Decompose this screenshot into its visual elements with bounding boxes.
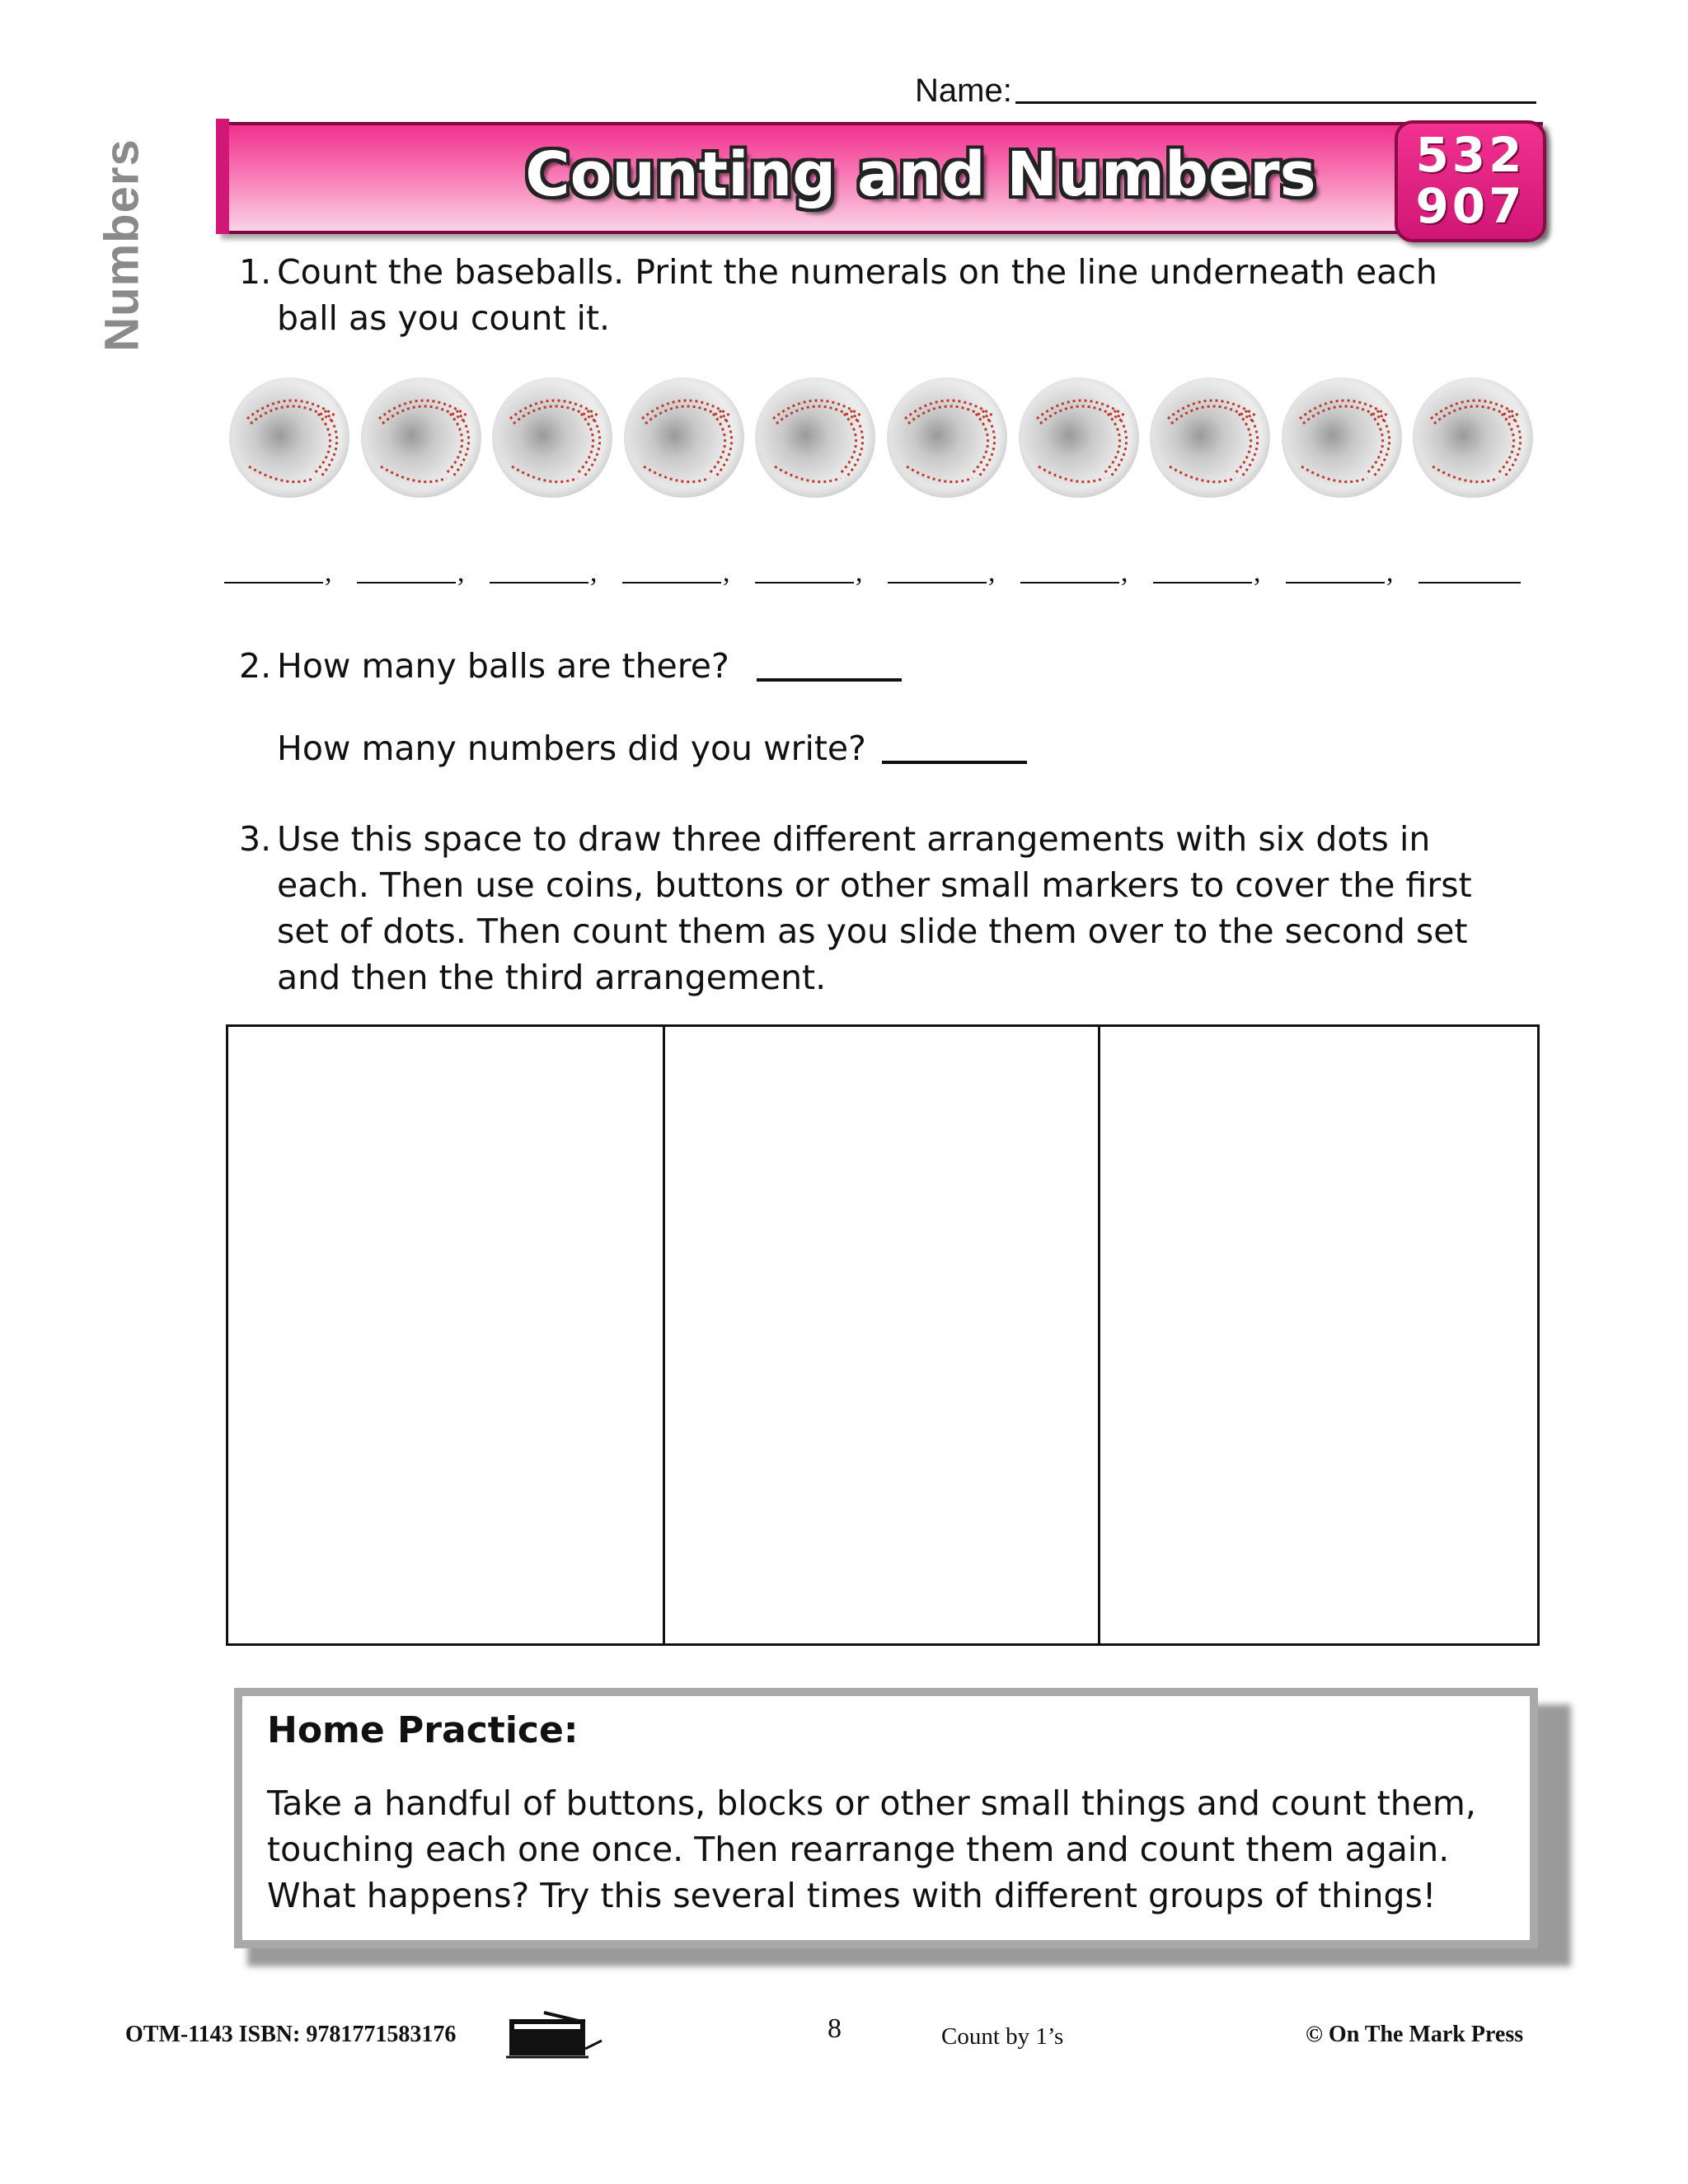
name-input-line[interactable] xyxy=(1015,101,1536,104)
baseball-icon xyxy=(229,377,349,498)
badge-bottom-digits: 907 xyxy=(1415,178,1526,234)
home-practice-line3: What happens? Try this several times with different groups of things! xyxy=(267,1876,1437,1915)
count-answer-line[interactable] xyxy=(755,582,854,583)
q3-text-line4: and then the third arrangement. xyxy=(277,958,827,997)
answer-separator-comma: , xyxy=(1254,557,1261,588)
q2-balls-answer-blank[interactable] xyxy=(757,678,902,682)
answer-separator-comma: , xyxy=(325,557,332,588)
photocopier-icon xyxy=(506,2008,605,2064)
q3-text-line1: Use this space to draw three different arrangements with six dots in xyxy=(277,819,1431,859)
home-practice-line2: touching each one once. Then rearrange them and count them again. xyxy=(267,1830,1450,1869)
q3-text-line2: each. Then use coins, buttons or other small markers to cover the first xyxy=(277,865,1472,905)
count-answer-line[interactable] xyxy=(1153,582,1252,583)
page-number: 8 xyxy=(828,2013,842,2044)
count-answer-line[interactable] xyxy=(1286,582,1385,583)
answer-separator-comma: , xyxy=(856,557,863,588)
page-title: Counting and Numbers xyxy=(525,139,1316,210)
count-answer-line[interactable] xyxy=(622,582,721,583)
count-answer-line[interactable] xyxy=(1418,582,1521,583)
footer-topic: Count by 1’s xyxy=(941,2023,1064,2050)
count-answer-line[interactable] xyxy=(224,582,323,583)
side-tab-text: Numbers xyxy=(95,138,149,352)
home-practice-line1: Take a handful of buttons, blocks or other small things and count them, xyxy=(267,1783,1476,1823)
count-answer-line[interactable] xyxy=(490,582,588,583)
footer-isbn: OTM-1143 ISBN: 9781771583176 xyxy=(125,2022,457,2047)
baseball-icon xyxy=(1282,377,1402,498)
drawing-box-3[interactable] xyxy=(1099,1027,1534,1641)
baseball-icon xyxy=(755,377,875,498)
q3-text-line3: set of dots. Then count them as you slide them over to the second set xyxy=(277,912,1468,951)
baseball-icon xyxy=(1150,377,1270,498)
count-answer-line[interactable] xyxy=(888,582,987,583)
q1-text-line2: ball as you count it. xyxy=(277,298,611,338)
answer-separator-comma: , xyxy=(1121,557,1128,588)
home-practice-title: Home Practice: xyxy=(267,1709,579,1751)
name-label: Name: xyxy=(915,73,1012,109)
q1-number: 1. xyxy=(239,252,272,292)
numbers-badge-icon xyxy=(1395,120,1546,242)
answer-separator-comma: , xyxy=(988,557,996,588)
answer-separator-comma: , xyxy=(1386,557,1394,588)
drawing-box-1[interactable] xyxy=(228,1027,660,1641)
count-answer-line[interactable] xyxy=(357,582,456,583)
q1-text-line1: Count the baseballs. Print the numerals on the line underneath each xyxy=(277,252,1437,292)
baseball-icon xyxy=(1019,377,1139,498)
baseball-icon xyxy=(1413,377,1533,498)
q2-prompt-balls: How many balls are there? xyxy=(277,646,729,686)
answer-separator-comma: , xyxy=(723,557,730,588)
baseball-icon xyxy=(492,377,612,498)
q2-prompt-numbers: How many numbers did you write? xyxy=(277,729,866,768)
badge-top-digits: 532 xyxy=(1415,127,1526,183)
footer-copyright: © On The Mark Press xyxy=(1306,2022,1524,2047)
count-answer-line[interactable] xyxy=(1020,582,1119,583)
home-practice-body xyxy=(267,1780,1528,1919)
drawing-box-2[interactable] xyxy=(663,1027,1095,1641)
baseball-icon xyxy=(887,377,1007,498)
answer-separator-comma: , xyxy=(590,557,598,588)
q2-numbers-answer-blank[interactable] xyxy=(882,761,1027,764)
baseball-icon xyxy=(624,377,744,498)
baseball-icon xyxy=(361,377,481,498)
q3-number: 3. xyxy=(239,819,272,859)
q2-number: 2. xyxy=(239,646,272,686)
answer-separator-comma: , xyxy=(457,557,465,588)
